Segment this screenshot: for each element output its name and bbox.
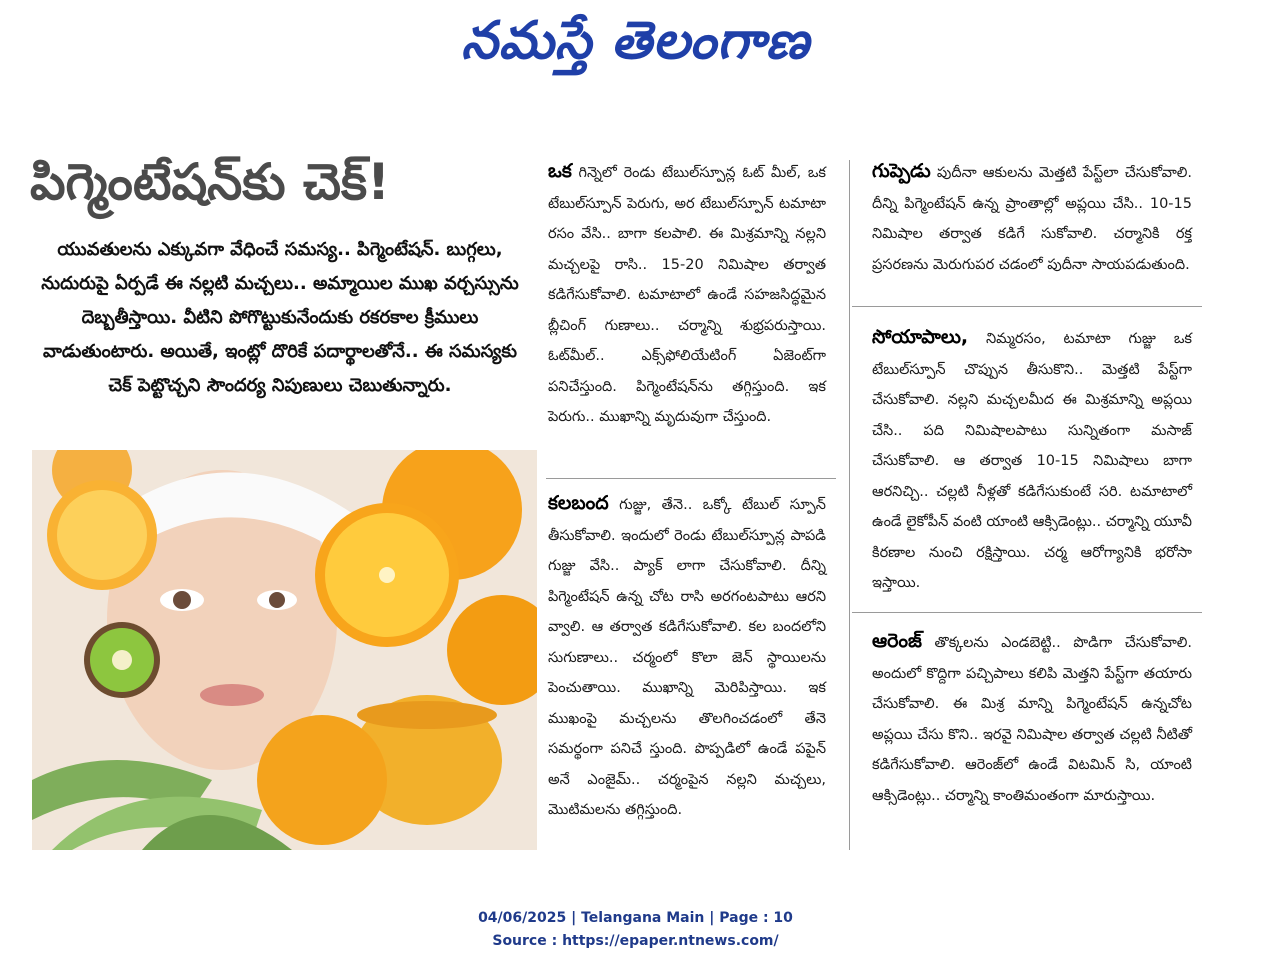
section-text: పుదీనా ఆకులను మెత్తటి పేస్ట్‌లా చేసుకోవాలి. దీన్ని పిగ్మెంటేషన్ ఉన్న ప్రాంతాల్లో అప్లయి చేసి.. 10-15 నిమిషాల తర్వాత కడిగే సుకోవాలి. చర్మానికి రక్త ప్రసరణను మెరుగుపర చడంలో పుదీనా సాయపడుతుంది. — [872, 165, 1192, 273]
section-text: గిన్నెలో రెండు టేబుల్‌స్పూన్ల ఓట్ మీల్, ఒక టేబుల్‌స్పూన్ పెరుగు, అర టేబుల్‌స్పూన్ టమాటా రసం వేసి.. బాగా కలపాలి. ఈ మిశ్రమాన్ని నల్లని మచ్చలపై రాసి.. 15-20 నిమిషాల తర్వాత కడిగేసుకోవాలి. టమాటాలో ఉండే సహజసిద్ధమైన బ్లీచింగ్ గుణాలు.. చర్మాన్ని శుభ్రపరుస్తాయి. ఓట్‌మీల్.. ఎక్స్‌ఫోలియేటింగ్ ఏజెంట్‌గా పనిచేస్తుంది. పిగ్మెంటేషన్‌ను తగ్గిస్తుంది. ఇక పెరుగు.. ముఖాన్ని మృదువుగా చేస్తుంది. — [548, 165, 826, 425]
section-aloe-vera — [548, 488, 826, 826]
column-divider — [849, 160, 850, 850]
section-oats — [548, 156, 826, 433]
section-text: తొక్కలను ఎండబెట్టి.. పొడిగా చేసుకోవాలి. అందులో కొద్దిగా పచ్చిపాలు కలిపి మెత్తని పేస్ట్‌గా తయారు చేసుకోవాలి. ఈ మిశ్ర మాన్ని పిగ్మెంటేషన్ ఉన్నచోట అప్లయి చేసు కొని.. ఇరవై నిమిషాల తర్వాత చల్లటి నీటితో కడిగేసుకోవాలి. ఆరెంజ్‌లో ఉండే విటమిన్ సి, యాంటి ఆక్సిడెంట్లు.. చర్మాన్ని కాంతిమంతంగా మారుస్తాయి. — [872, 635, 1192, 804]
section-mint — [872, 156, 1192, 280]
article-photo — [32, 450, 537, 850]
section-soy-milk — [872, 322, 1192, 599]
section-lead: సోయాపాలు, — [872, 326, 969, 348]
footer-date-line: 04/06/2025 | Telangana Main | Page : 10 — [478, 910, 793, 926]
article-intro: యువతులను ఎక్కువగా వేధించే సమస్య.. పిగ్మెంటేషన్. బుగ్గలు, నుదురుపై ఏర్పడే ఈ నల్లటి మచ్చలు.. అమ్మాయిల ముఖ వర్చస్సును దెబ్బతీస్తాయి. వీటిని పోగొట్టుకునేందుకు రకరకాల క్రీములు వాడుతుంటారు. అయితే, ఇంట్లో దొరికే పదార్థాలతోనే.. ఈ సమస్యకు చెక్ పెట్టొచ్చని సౌందర్య నిపుణులు చెబుతున్నారు. — [41, 239, 519, 396]
section-text: గుజ్జు, తేనె.. ఒక్కో టేబుల్ స్పూన్ తీసుకోవాలి. ఇందులో రెండు టేబుల్‌స్పూన్ల పాపడి గుజ్జు వేసి.. ప్యాక్ లాగా చేసుకోవాలి. దీన్ని పిగ్మెంటేషన్ ఉన్న చోట రాసి అరగంటపాటు ఆరని వ్వాలి. ఆ తర్వాత కడిగేసుకోవాలి. కల బందలోని సుగుణాలు.. చర్మంలో కొలా జెన్ స్థాయిలను పెంచుతాయి. ముఖాన్ని మెరిపిస్తాయి. ఇక ముఖంపై మచ్చలను తొలగించడంలో తేనె సమర్థంగా పనిచే స్తుంది. పొప్పడిలో ఉండే పపైన్ అనే ఎంజైమ్.. చర్మంపైన నల్లని మచ్చలు, మొటిమలను తగ్గిస్తుంది. — [548, 497, 826, 818]
section-divider — [852, 612, 1202, 613]
section-lead: కలబంద — [548, 492, 609, 514]
section-divider — [852, 306, 1202, 307]
section-text: నిమ్మరసం, టమాటా గుజ్జు ఒక టేబుల్‌స్పూన్ చొప్పున తీసుకొని.. మెత్తటి పేస్ట్‌గా చేసుకోవాలి. నల్లని మచ్చలమీద ఈ మిశ్రమాన్ని అప్లయి చేసి.. పది నిమిషాలపాటు సున్నితంగా మసాజ్ చేసుకోవాలి. ఆ తర్వాత 10-15 నిమిషాలు బాగా ఆరనిచ్చి.. చల్లటి నీళ్లతో కడిగేసుకుంటే సరి. టమాటాలో ఉండే లైకోపీన్ వంటి యాంటి ఆక్సిడెంట్లు.. చర్మాన్ని యూవీ కిరణాల నుంచి రక్షిస్తాయి. చర్మ ఆరోగ్యానికి భరోసా ఇస్తాయి. — [872, 331, 1192, 591]
section-divider — [546, 478, 836, 479]
footer-source-line: Source : https://epaper.ntnews.com/ — [492, 933, 779, 949]
section-orange — [872, 626, 1192, 811]
section-lead: గుప్పెడు — [872, 160, 931, 182]
section-lead: ఆరెంజ్ — [872, 630, 922, 652]
section-lead: ఒక — [548, 160, 572, 182]
masthead: నమస్తే తెలంగాణ — [461, 11, 810, 71]
article-headline: పిగ్మెంటేషన్‌కు చెక్! — [30, 153, 390, 211]
woman-with-fruit-illustration — [32, 450, 537, 850]
